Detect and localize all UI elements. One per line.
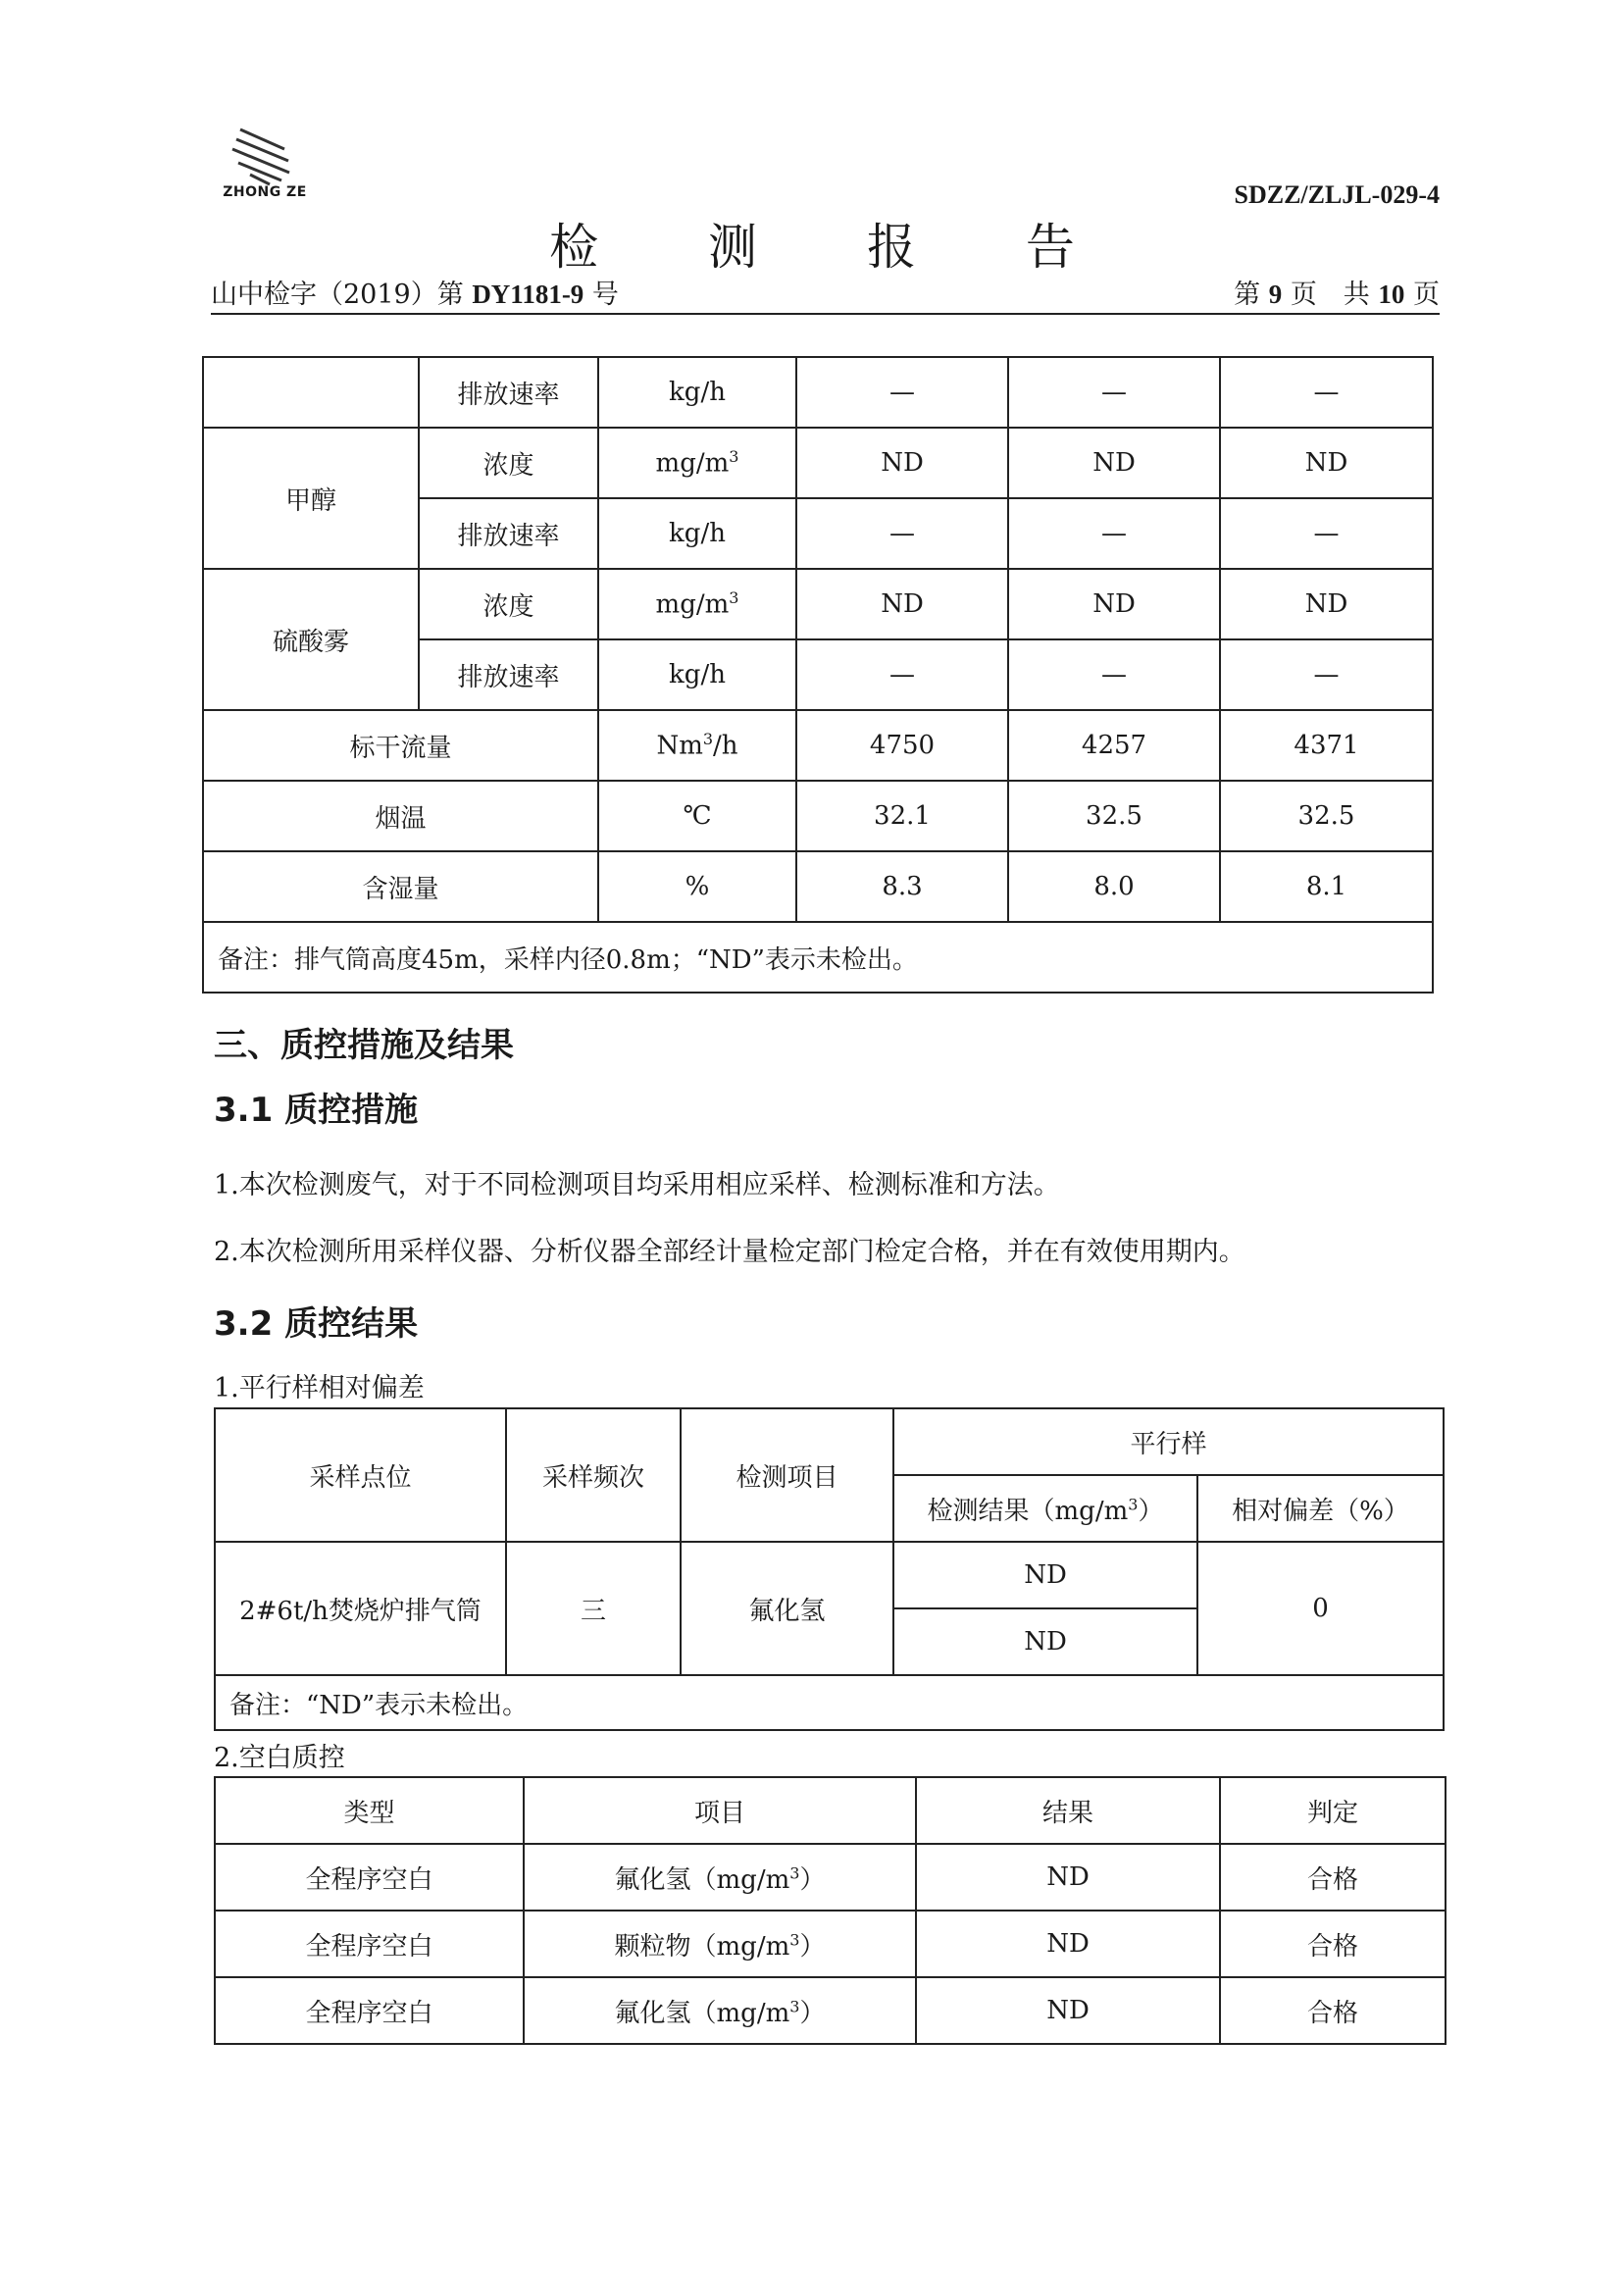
table-row [203,851,1433,922]
judge-cell: 合格 [1220,1977,1446,2044]
judge-cell: 合格 [1220,1911,1446,1977]
page-current: 9 [1268,280,1283,309]
item-cell: 氟化氢 [681,1542,893,1675]
value-cell: — [1008,357,1220,428]
unit-cell: ℃ [598,781,796,851]
subtitle-blank: 2.空白质控 [214,1743,345,1773]
value-cell: ND [796,428,1008,498]
table-row [203,357,1433,428]
item-text: 氟化氢（mg/m [614,1998,790,2028]
item-cell [524,1977,916,2044]
ref-code: DY1181-9 [472,280,584,309]
table-row [215,1911,1446,1977]
table-row [203,428,1433,498]
metric-cell: 排放速率 [419,357,598,428]
value-cell: ND [1220,569,1433,639]
page-title: 检 测 报 告 [549,219,1122,276]
table-row [215,1844,1446,1911]
ref-prefix: 山中检字（2019）第 [211,280,464,310]
unit-cell: % [598,851,796,922]
table-row [215,1542,1444,1608]
item-sup: 3 [789,1996,800,2015]
subsection-heading-3-1: 3.1 质控措施 [214,1091,419,1130]
item-text: 颗粒物（mg/m [614,1931,790,1962]
item-tail: ） [799,1864,826,1895]
value-cell: — [796,639,1008,710]
unit-text: Nm [656,731,703,761]
type-cell: 全程序空白 [215,1977,524,2044]
pollutant-cell: 硫酸雾 [203,569,419,710]
result-cell: ND [916,1911,1220,1977]
metric-cell: 排放速率 [419,639,598,710]
item-cell [524,1844,916,1911]
value-cell: ND [796,569,1008,639]
result-cell: ND [916,1844,1220,1911]
table-cell [203,357,419,428]
item-sup: 3 [789,1862,800,1882]
page-label-3: 页 [1413,280,1440,310]
value-cell: — [1008,498,1220,569]
value-cell: ND [1008,569,1220,639]
judge-cell: 合格 [1220,1844,1446,1911]
header-cell: 结果 [916,1777,1220,1844]
table-row [215,1977,1446,2044]
metric-cell: 浓度 [419,428,598,498]
value-cell: 8.1 [1220,851,1433,922]
metric-cell: 浓度 [419,569,598,639]
value-cell: 4257 [1008,710,1220,781]
header-cell: 采样频次 [506,1408,681,1542]
page-label-1: 第 [1234,280,1261,310]
value-cell: 32.5 [1008,781,1220,851]
pollutant-cell: 甲醇 [203,428,419,569]
table-row [203,922,1433,993]
section-heading: 三、质控措施及结果 [214,1026,514,1065]
item-tail: ） [799,1998,826,2028]
header-cell [893,1475,1197,1542]
value-cell: 4750 [796,710,1008,781]
parallel-sample-table [214,1407,1445,1731]
header-cell: 平行样 [893,1408,1444,1475]
logo-text: ZHONG ZE [223,184,307,200]
value-cell: ND [1008,428,1220,498]
value-cell: 4371 [1220,710,1433,781]
paragraph-2: 2.本次检测所用采样仪器、分析仪器全部经计量检定部门检定合格，并在有效使用期内。 [214,1237,1245,1267]
unit-sup: 3 [702,730,714,749]
item-tail: ） [799,1931,826,1962]
header-text: 检测结果（mg/m [927,1496,1129,1526]
header-cell: 相对偏差（%） [1197,1475,1444,1542]
value-cell: — [1008,639,1220,710]
item-cell [524,1911,916,1977]
header-sup: 3 [1128,1494,1139,1513]
item-text: 氟化氢（mg/m [614,1864,790,1895]
table-row [215,1675,1444,1730]
unit-text: mg/m [655,448,730,479]
header-cell: 类型 [215,1777,524,1844]
param-cell: 含湿量 [203,851,598,922]
page-total: 10 [1378,280,1405,309]
metric-cell: 排放速率 [419,498,598,569]
blank-qc-table [214,1776,1446,2045]
value-cell: ND [1220,428,1433,498]
param-cell: 标干流量 [203,710,598,781]
value-cell: — [1220,498,1433,569]
page-number [1234,273,1440,311]
value-cell: 32.5 [1220,781,1433,851]
table-note: 备注：“ND”表示未检出。 [215,1675,1444,1730]
item-sup: 3 [789,1929,800,1949]
header-cell: 检测项目 [681,1408,893,1542]
paragraph-1: 1.本次检测废气，对于不同检测项目均采用相应采样、检测标准和方法。 [214,1170,1060,1200]
type-cell: 全程序空白 [215,1911,524,1977]
page-label-2: 页 共 [1290,280,1370,310]
unit-cell: kg/h [598,639,796,710]
result-cell: ND [916,1977,1220,2044]
freq-cell: 三 [506,1542,681,1675]
value-cell: 32.1 [796,781,1008,851]
unit-cell: kg/h [598,357,796,428]
emission-results-table [202,356,1434,994]
table-row [203,569,1433,639]
param-cell: 烟温 [203,781,598,851]
unit-sup: 3 [729,588,739,608]
unit-tail: /h [713,731,738,761]
table-row [215,1408,1444,1475]
unit-sup: 3 [729,447,739,467]
unit-cell [598,569,796,639]
unit-cell: kg/h [598,498,796,569]
document-code: SDZZ/ZLJL-029-4 [1234,180,1440,209]
report-reference [211,273,619,311]
value-cell: — [796,498,1008,569]
header-cell: 判定 [1220,1777,1446,1844]
table-row [203,781,1433,851]
value-cell: 8.3 [796,851,1008,922]
point-cell: 2#6t/h焚烧炉排气筒 [215,1542,506,1675]
unit-text: mg/m [655,589,730,620]
subtitle-parallel: 1.平行样相对偏差 [214,1373,425,1403]
subsection-heading-3-2: 3.2 质控结果 [214,1304,419,1344]
header-cell: 采样点位 [215,1408,506,1542]
result-cell: ND [893,1608,1197,1675]
header-rule [211,313,1440,315]
value-cell: — [1220,357,1433,428]
value-cell: — [796,357,1008,428]
unit-cell [598,710,796,781]
deviation-cell: 0 [1197,1542,1444,1675]
header-tail: ） [1138,1496,1164,1526]
header-cell: 项目 [524,1777,916,1844]
value-cell: 8.0 [1008,851,1220,922]
table-row [215,1777,1446,1844]
table-note: 备注：排气筒高度45m，采样内径0.8m；“ND”表示未检出。 [203,922,1433,993]
table-row [203,710,1433,781]
result-cell: ND [893,1542,1197,1608]
type-cell: 全程序空白 [215,1844,524,1911]
value-cell: — [1220,639,1433,710]
unit-cell [598,428,796,498]
ref-suffix: 号 [591,280,619,310]
